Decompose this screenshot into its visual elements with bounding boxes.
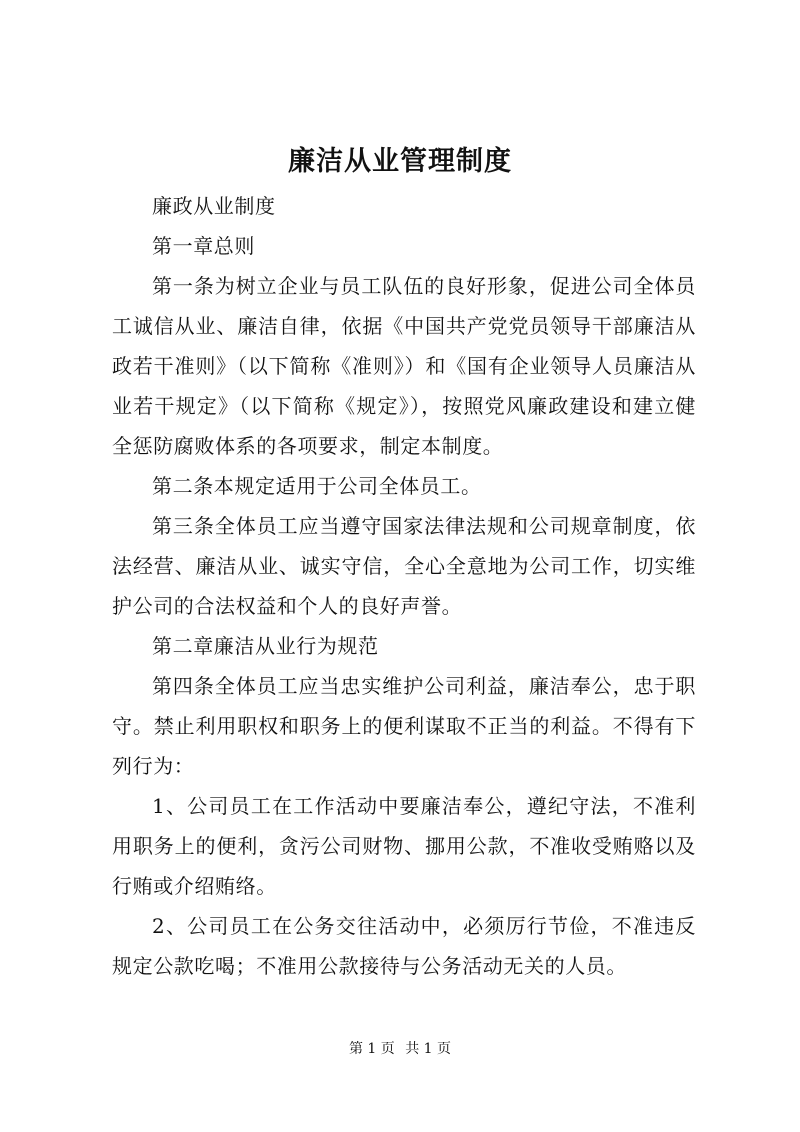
paragraph-chapter-1: 第一章总则 <box>152 234 255 258</box>
paragraph-article-4: 第四条全体员工应当忠实维护公司利益，廉洁奉公，忠于职守。禁止利用职权和职务上的便利谋取不正当的利益。不得有下列行为： <box>112 674 696 778</box>
document-body <box>112 186 696 986</box>
paragraph-article-3: 第三条全体员工应当遵守国家法律法规和公司规章制度，依法经营、廉洁从业、诚实守信，全心全意地为公司工作，切实维护公司的合法权益和个人的良好声誉。 <box>112 514 696 618</box>
paragraph-item-2: 2、公司员工在公务交往活动中，必须厉行节俭，不准违反规定公款吃喝；不准用公款接待与公务活动无关的人员。 <box>112 914 696 978</box>
paragraph-article-1: 第一条为树立企业与员工队伍的良好形象，促进公司全体员工诚信从业、廉洁自律，依据《中国共产党党员领导干部廉洁从政若干准则》（以下简称《准则》）和《国有企业领导人员廉洁从业若干规定》（以下简称《规定》），按照党风廉政建设和建立健全惩防腐败体系的各项要求，制定本制度。 <box>112 274 696 458</box>
paragraph-subtitle: 廉政从业制度 <box>152 194 276 218</box>
paragraph-article-2: 第二条本规定适用于公司全体员工。 <box>152 474 482 498</box>
page-footer <box>0 1039 800 1059</box>
paragraph-item-1: 1、公司员工在工作活动中要廉洁奉公，遵纪守法，不准利用职务上的便利，贪污公司财物、挪用公款，不准收受贿赂以及行贿或介绍贿络。 <box>112 794 696 898</box>
paragraph-chapter-2: 第二章廉洁从业行为规范 <box>152 634 379 658</box>
page-number: 第 1 页 <box>348 1041 395 1057</box>
page-total: 共 1 页 <box>405 1041 452 1057</box>
document-title: 廉洁从业管理制度 <box>288 146 512 177</box>
